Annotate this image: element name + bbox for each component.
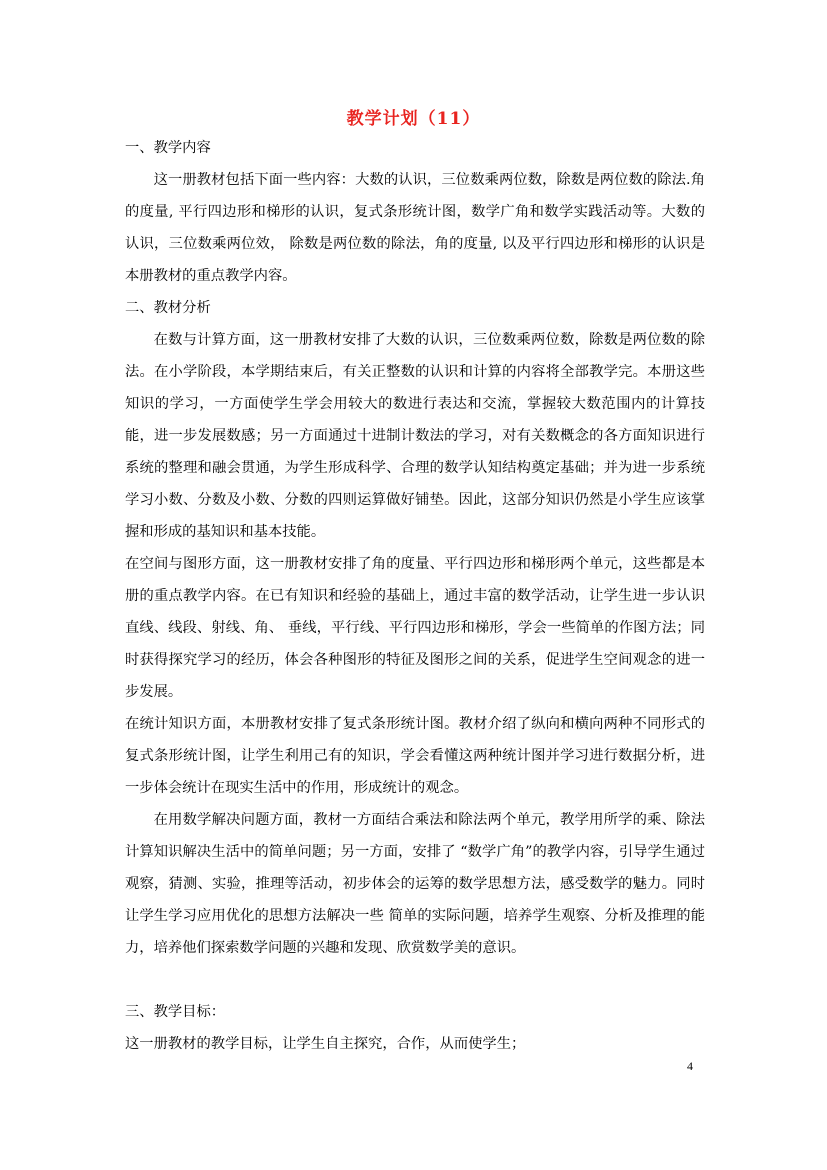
section-heading-content: 一、教学内容 [125, 140, 211, 156]
paragraph-number-computation: 在数与计算方面，这一册教材安排了大数的认识，三位数乘两位数，除数是两位数的除法。在小学阶段，本学期结束后，有关正整数的认识和计算的内容将全部教学完。本册这些知识的学习，一方面使学生学会用较大的数进行表达和交流，掌握较大数范围内的计算技能，进一步发展数感；另一方面通过十进制计数法的学习，对有关数概念的各方面知识进行系统的整理和融会贯通，为学生形成科学、合理的数学认知结构奠定基础；并为进一步系统学习小数、分数及小数、分数的四则运算做好铺垫。因此，这部分知识仍然是小学生应该掌握和形成的基知识和基本技能。 [125, 332, 705, 540]
section-heading-analysis: 二、教材分析 [125, 300, 211, 316]
paragraph-goals: 这一册教材的教学目标，让学生自主探究，合作，从而使学生； [125, 1036, 526, 1052]
paragraph-space-geometry: 在空间与图形方面，这一册教材安排了角的度量、平行四边形和梯形两个单元，这些都是本册的重点教学内容。在已有知识和经验的基础上，通过丰富的数学活动，让学生进一步认识直线、线段、射线、角、 垂线，平行线、平行四边形和梯形，学会一些简单的作图方法；同时获得探究学习的经历，体会各种图形的特征及图形之间的关系，促进学生空间观念的进一步发展。 [125, 556, 705, 700]
paragraph-content: 这一册教材包括下面一些内容：大数的认识，三位数乘两位数，除数是两位数的除法.角的度量, 平行四边形和梯形的认识，复式条形统计图，数学广角和数学实践活动等。大数的认识，三位数乘两位效， 除数是两位数的除法，角的度量, 以及平行四边形和梯形的认识是本册教材的重点教学内容。 [125, 172, 705, 284]
paragraph-problem-solving: 在用数学解决问题方面，教材一方面结合乘法和除法两个单元，教学用所学的乘、除法计算知识解决生活中的简单问题；另一方面，安排了 “数学广角”的教学内容，引导学生通过观察，猜测、实验，推理等活动，初步体会的运筹的数学思想方法，感受数学的魅力。同时让学生学习应用优化的思想方法解决一些 简单的实际问题，培养学生观察、分析及推理的能力，培养他们探索数学问题的兴趣和发现、欣赏数学美的意识。 [125, 812, 705, 956]
section-heading-goals: 三、教学目标： [125, 1004, 226, 1020]
paragraph-spacer [125, 964, 705, 996]
page-number: 4 [687, 1059, 693, 1073]
document-title: 教学计划（11） [346, 109, 481, 129]
paragraph-statistics: 在统计知识方面，本册教材安排了复式条形统计图。教材介绍了纵向和横向两种不同形式的复式条形统计图，让学生利用己有的知识，学会看懂这两种统计图并学习进行数据分析，进一步体会统计在现实生活中的作用，形成统计的观念。 [125, 716, 705, 796]
document-body [125, 132, 705, 1060]
